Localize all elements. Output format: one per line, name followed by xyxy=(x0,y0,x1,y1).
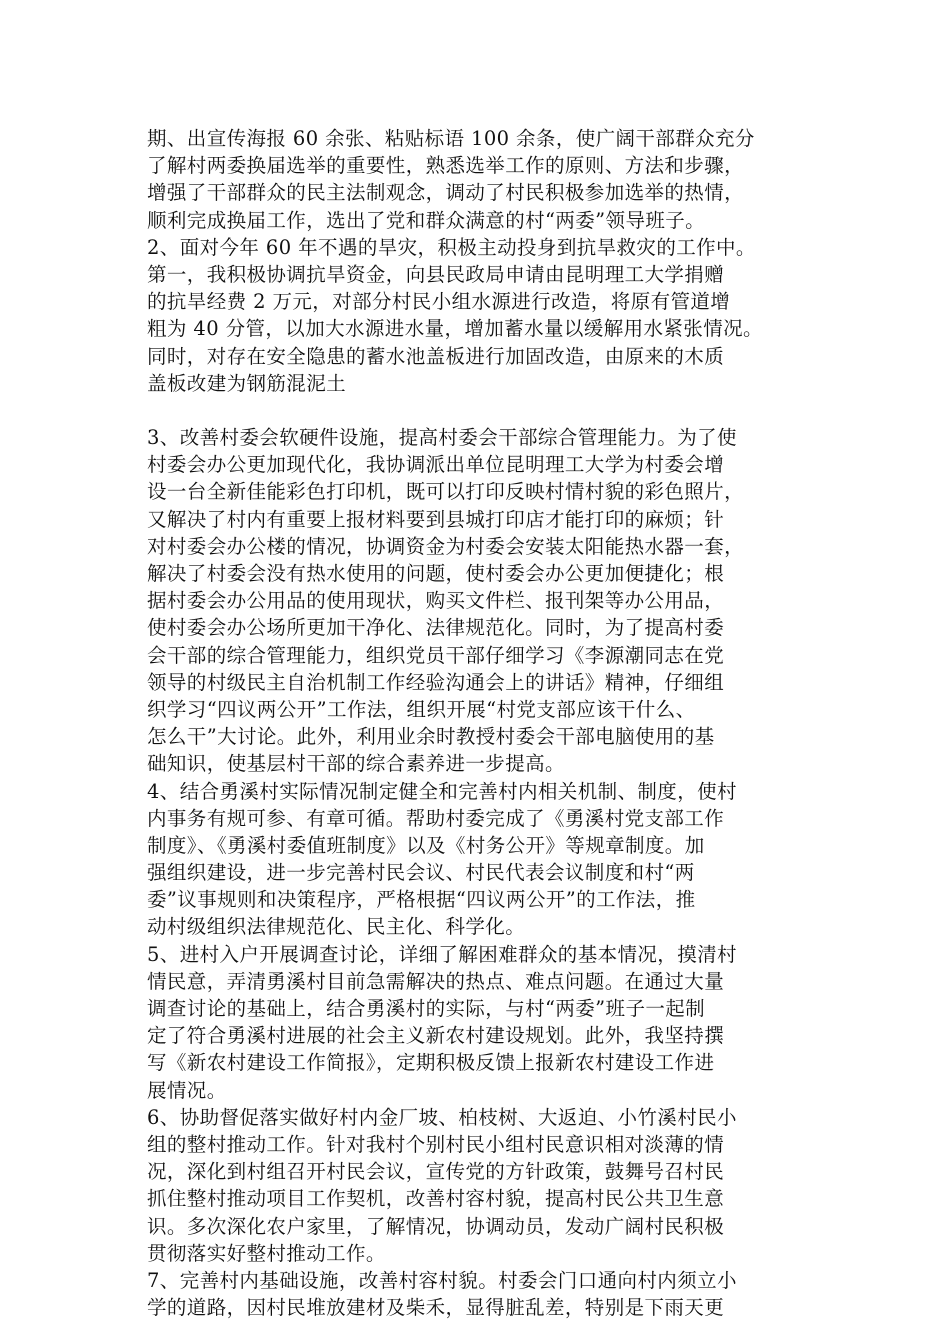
text-line: 据村委会办公用品的使用现状，购买文件栏、报刊架等办公用品， xyxy=(147,589,725,613)
text-line: 第一，我积极协调抗旱资金，向县民政局申请由昆明理工大学捐赠 xyxy=(147,262,725,286)
text-line: 6、协助督促落实做好村内金厂坡、柏枝树、大返迫、小竹溪村民小 xyxy=(147,1105,737,1129)
document-body-text xyxy=(147,125,807,1321)
text-line: 设一台全新佳能彩色打印机，既可以打印反映村情村貌的彩色照片， xyxy=(147,480,745,504)
text-line: 粗为 40 分管，以加大水源进水量，增加蓄水量以缓解用水紧张情况。 xyxy=(147,317,763,341)
text-line: 增强了干部群众的民主法制观念，调动了村民积极参加选举的热情， xyxy=(147,181,745,205)
text-line: 抓住整村推动项目工作契机，改善村容村貌，提高村民公共卫生意 xyxy=(147,1187,725,1211)
text-line: 怎么干”大讨论。此外，利用业余时教授村委会干部电脑使用的基 xyxy=(147,725,715,749)
text-line: 定了符合勇溪村进展的社会主义新农村建设规划。此外，我坚持撰 xyxy=(147,1024,725,1048)
text-line: 情民意，弄清勇溪村目前急需解决的热点、难点问题。在通过大量 xyxy=(147,969,725,993)
text-line: 村委会办公更加现代化，我协调派出单位昆明理工大学为村委会增 xyxy=(147,453,725,477)
text-line: 贯彻落实好整村推动工作。 xyxy=(147,1241,386,1265)
blank-line xyxy=(147,397,807,424)
text-line: 础知识，使基层村干部的综合素养进一步提高。 xyxy=(147,752,565,776)
text-line: 写《新农村建设工作简报》，定期积极反馈上报新农村建设工作进 xyxy=(147,1051,715,1075)
text-line: 强组织建设，进一步完善村民会议、村民代表会议制度和村“两 xyxy=(147,861,695,885)
text-line: 2、面对今年 60 年不遇的旱灾，积极主动投身到抗旱救灾的工作中。 xyxy=(147,235,756,259)
text-line: 组的整村推动工作。针对我村个别村民小组村民意识相对淡薄的情 xyxy=(147,1132,725,1156)
text-line: 调查讨论的基础上，结合勇溪村的实际，与村“两委”班子一起制 xyxy=(147,997,706,1020)
text-line: 又解决了村内有重要上报材料要到县城打印店才能打印的麻烦；针 xyxy=(147,507,725,531)
text-line: 展情况。 xyxy=(147,1078,227,1102)
text-line: 织学习“四议两公开”工作法，组织开展“村党支部应该干什么、 xyxy=(147,697,696,721)
text-line: 动村级组织法律规范化、民主化、科学化。 xyxy=(147,915,526,939)
text-line: 况，深化到村组召开村民会议，宣传党的方针政策，鼓舞号召村民 xyxy=(147,1160,725,1184)
text-line: 顺利完成换届工作，选出了党和群众满意的村“两委”领导班子。 xyxy=(147,208,706,232)
text-line: 盖板改建为钢筋混泥土 xyxy=(147,371,347,395)
text-line: 7、完善村内基础设施，改善村容村貌。村委会门口通向村内须立小 xyxy=(147,1268,737,1292)
text-line: 内事务有规可参、有章可循。帮助村委完成了《勇溪村党支部工作 xyxy=(147,806,725,830)
text-line: 制度》、《勇溪村委值班制度》以及《村务公开》等规章制度。加 xyxy=(147,833,705,857)
text-line: 的抗旱经费 2 万元，对部分村民小组水源进行改造，将原有管道增 xyxy=(147,290,731,314)
text-line: 使村委会办公场所更加干净化、法律规范化。同时，为了提高村委 xyxy=(147,616,725,640)
text-line: 了解村两委换届选举的重要性，熟悉选举工作的原则、方法和步骤， xyxy=(147,154,745,178)
text-line: 识。多次深化农户家里，了解情况，协调动员，发动广阔村民积极 xyxy=(147,1214,725,1238)
text-line: 4、结合勇溪村实际情况制定健全和完善村内相关机制、制度，使村 xyxy=(147,779,737,803)
text-line: 解决了村委会没有热水使用的问题，使村委会办公更加便捷化；根 xyxy=(147,562,725,585)
text-line: 5、进村入户开展调查讨论，详细了解困难群众的基本情况，摸清村 xyxy=(147,942,737,966)
text-line: 学的道路，因村民堆放建材及柴禾，显得脏乱差，特别是下雨天更 xyxy=(147,1296,725,1320)
text-line: 领导的村级民主自治机制工作经验沟通会上的讲话》精神，仔细组 xyxy=(147,670,725,694)
text-line: 委”议事规则和决策程序，严格根据“四议两公开”的工作法，推 xyxy=(147,888,696,912)
text-line: 3、改善村委会软硬件设施，提高村委会干部综合管理能力。为了使 xyxy=(147,426,737,450)
text-line: 期、出宣传海报 60 余张、粘贴标语 100 余条，使广阔干部群众充分 xyxy=(147,127,755,150)
text-line: 同时，对存在安全隐患的蓄水池盖板进行加固改造，由原来的木质 xyxy=(147,344,725,368)
text-line: 会干部的综合管理能力，组织党员干部仔细学习《李源潮同志在党 xyxy=(147,643,725,667)
text-line: 对村委会办公楼的情况，协调资金为村委会安装太阳能热水器一套， xyxy=(147,534,745,558)
